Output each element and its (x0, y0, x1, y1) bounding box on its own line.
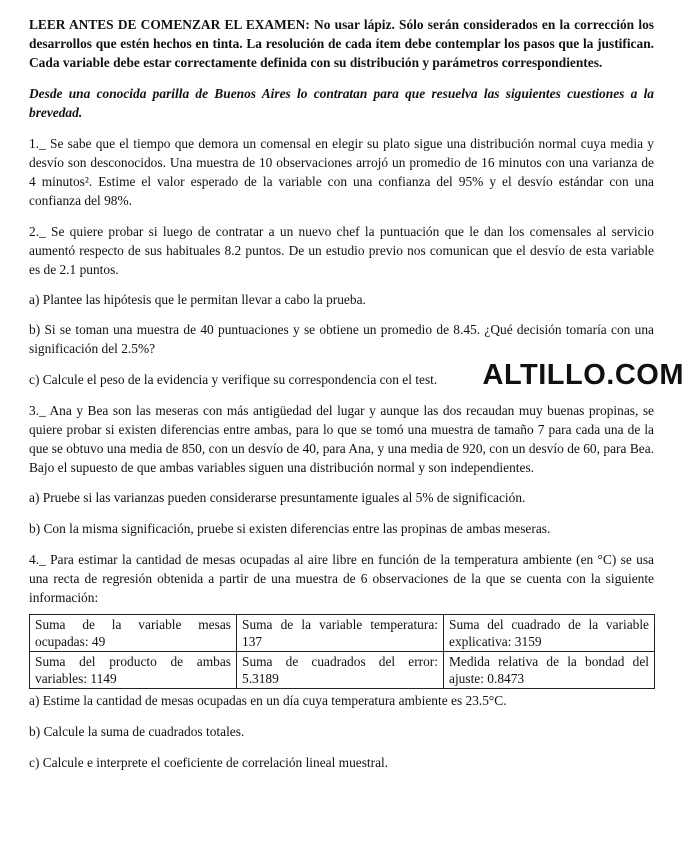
table-cell: Suma del cuadrado de la variable explicativa: 3159 (444, 615, 655, 652)
table-cell: Suma de cuadrados del error: 5.3189 (237, 652, 444, 689)
question-3: 3._ Ana y Bea son las meseras con más antigüedad del lugar y aunque las dos recaudan muy buenas propinas, se quiere probar si existen diferencias entre ambas, para lo que se tomó una muestra de tamaño 7 para cada una de la que se obtuvo una media de 850, con un desvío de 40, para Ana, y una media de 920, con un desvío de 60, para Bea. Bajo el supuesto de que ambas variables siguen una distribución normal y son independientes. (29, 403, 654, 475)
question-2: 2._ Se quiere probar si luego de contratar a un nuevo chef la puntuación que le dan los comensales al servicio aumentó respecto de sus habituales 8.2 puntos. De un estudio previo nos comunican que el desvío de esta variable es de 2.1 puntos. (29, 224, 654, 277)
table-cell: Suma del producto de ambas variables: 1149 (30, 652, 237, 689)
question-3-b: b) Con la misma significación, pruebe si existen diferencias entre las propinas de ambas meseras. (29, 521, 551, 536)
question-3-a: a) Pruebe si las varianzas pueden considerarse presuntamente iguales al 5% de significación. (29, 490, 526, 505)
question-4-b: b) Calcule la suma de cuadrados totales. (29, 724, 245, 739)
question-4-a: a) Estime la cantidad de mesas ocupadas en un día cuya temperatura ambiente es 23.5°C. (29, 693, 507, 708)
instructions-lead: LEER ANTES DE COMENZAR EL EXAMEN: (29, 17, 310, 32)
exam-page (29, 15, 684, 772)
question-2-c: c) Calcule el peso de la evidencia y verifique su correspondencia con el test. (29, 372, 438, 387)
instructions-body: No usar lápiz. Sólo serán considerados en la corrección los desarrollos que estén hechos en tinta. La resolución de cada ítem debe contemplar los pasos que la justifican. Cada variable debe estar correctamente definida con su distribución y parámetros correspondientes. (29, 17, 654, 70)
question-4: 4._ Para estimar la cantidad de mesas ocupadas al aire libre en función de la temperatura ambiente (en °C) se usa una recta de regresión obtenida a partir de una muestra de 6 observaciones de la que se cuenta con la siguiente información: (29, 552, 654, 605)
regression-data-table (29, 614, 655, 689)
exam-instructions (29, 15, 654, 72)
table-cell: Suma de la variable temperatura: 137 (237, 615, 444, 652)
table-row (30, 652, 655, 689)
exam-intro: Desde una conocida parilla de Buenos Aires lo contratan para que resuelva las siguientes cuestiones a la brevedad. (29, 86, 654, 120)
question-2-b: b) Si se toman una muestra de 40 puntuaciones y se obtiene un promedio de 8.45. ¿Qué decisión tomaría con una significación del 2.5%? (29, 322, 654, 356)
question-2-a: a) Plantee las hipótesis que le permitan llevar a cabo la prueba. (29, 292, 366, 307)
table-cell: Suma de la variable mesas ocupadas: 49 (30, 615, 237, 652)
question-4-c: c) Calcule e interprete el coeficiente de correlación lineal muestral. (29, 755, 389, 770)
question-2-c-line (29, 359, 684, 391)
table-row (30, 615, 655, 652)
question-1: 1._ Se sabe que el tiempo que demora un comensal en elegir su plato sigue una distribución normal cuya media y desvío son desconocidos. Una muestra de 10 observaciones arrojó un promedio de 16 minutos con una varianza de 4 minutos². Estime el valor esperado de la variable con una confianza del 95% y el desvío estándar con una confianza del 98%. (29, 136, 654, 208)
table-cell: Medida relativa de la bondad del ajuste: 0.8473 (444, 652, 655, 689)
altillo-watermark: ALTILLO.COM (482, 359, 684, 391)
